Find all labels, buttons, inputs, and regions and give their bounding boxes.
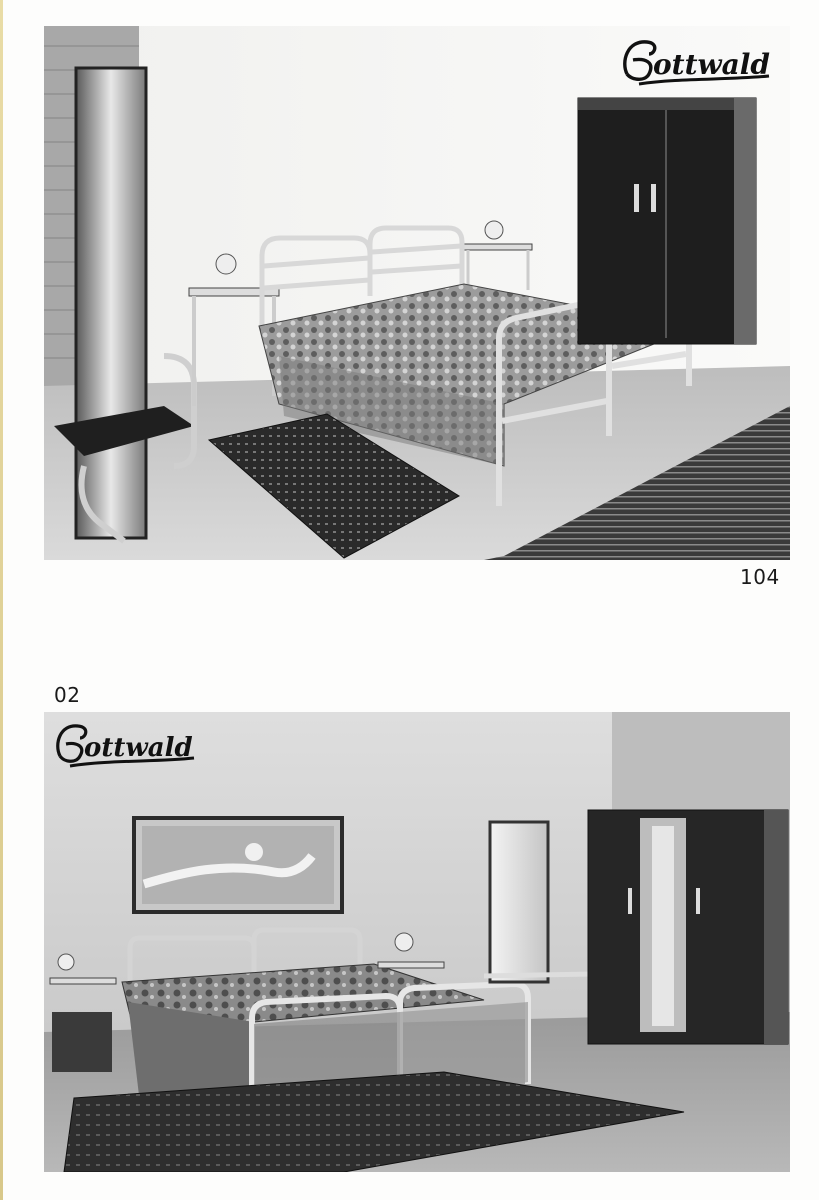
page-edge (0, 0, 3, 1200)
page-number: 02 (54, 683, 81, 707)
gottwald-logo (619, 32, 779, 92)
svg-text:ottwald: ottwald (653, 48, 771, 81)
catalog-photo-bedroom-1 (44, 26, 790, 560)
svg-text:ottwald: ottwald (84, 733, 193, 763)
page-number: 104 (740, 565, 780, 589)
catalog-photo-bedroom-2 (44, 712, 790, 1172)
gottwald-logo (52, 716, 202, 776)
